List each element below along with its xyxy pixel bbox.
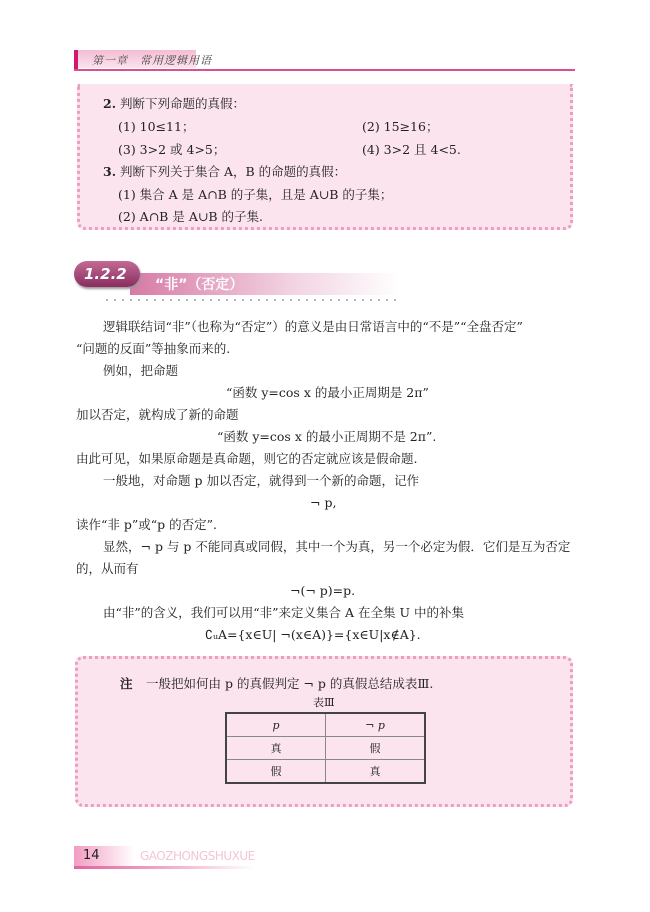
body-line: 由此可见，如果原命题是真命题，则它的否定就应该是假命题. [76,451,418,466]
table-cell: 真 [226,737,326,760]
body-formula: ¬(¬ p)=p. [290,583,356,598]
table-cell: 真 [326,760,426,784]
body-line: 读作“非 p”或“p 的否定”. [76,517,217,532]
table-cell: 假 [226,760,326,784]
body-line: 逻辑联结词“非”（也称为“否定”）的意义是由日常语言中的“不是”“全盘否定” [103,319,523,334]
body-line: 一般地，对命题 p 加以否定，就得到一个新的命题，记作 [103,473,419,488]
q3-item-1: (1) 集合 A 是 A∩B 的子集，且是 A∪B 的子集； [118,187,393,202]
footer-rule [74,866,254,869]
section-dotted-rule [103,299,398,301]
q3-prompt: 判断下列关于集合 A，B 的命题的真假： [120,164,347,179]
body-line: 加以否定，就构成了新的命题 [76,407,239,422]
q2-item-3: (3) 3>2 或 4>5； [118,142,226,157]
table-header-cell: p [226,713,326,737]
truth-table [225,712,426,784]
q3-number: 3. [103,164,117,179]
body-line: 的，从而有 [76,561,139,576]
footer-watermark: GAOZHONGSHUXUE [140,849,255,863]
body-formula: “函数 y=cos x 的最小正周期是 2π” [226,385,429,400]
body-formula: “函数 y=cos x 的最小正周期不是 2π”. [217,429,437,444]
page-number: 14 [83,848,100,863]
body-line: “问题的反面”等抽象而来的. [76,341,231,356]
body-line: 例如，把命题 [103,363,179,378]
q2-prompt: 判断下列命题的真假： [120,96,246,111]
q2-number: 2. [103,96,117,111]
table-caption: 表Ⅲ [313,696,335,709]
body-line: 显然，¬ p 与 p 不能同真或同假，其中一个为真，另一个必定为假．它们是互为否定 [103,539,571,554]
table-header-row [226,713,425,737]
body-line: 由“非”的含义，我们可以用“非”来定义集合 A 在全集 U 中的补集 [103,605,465,620]
table-header-cell: ¬ p [326,713,426,737]
note-label: 注 [120,676,133,691]
chapter-title: 第一章 常用逻辑用语 [92,54,212,67]
header-rule [74,69,575,71]
section-number: 1.2.2 [84,265,127,283]
table-cell: 假 [326,737,426,760]
section-title: “非”（否定） [155,277,244,293]
note-text: 一般把如何由 p 的真假判定 ¬ p 的真假总结成表Ⅲ. [146,676,434,691]
table-row [226,737,425,760]
body-formula: ∁ᵤA={x∈U| ¬(x∈A)}={x∈U|x∉A}. [205,627,421,642]
body-formula: ¬ p, [310,495,337,510]
q3-item-2: (2) A∩B 是 A∪B 的子集. [118,209,263,224]
q2-item-1: (1) 10≤11； [118,119,195,134]
table-row [226,760,425,784]
q2-item-2: (2) 15≥16； [362,119,439,134]
q2-item-4: (4) 3>2 且 4<5. [362,142,461,157]
